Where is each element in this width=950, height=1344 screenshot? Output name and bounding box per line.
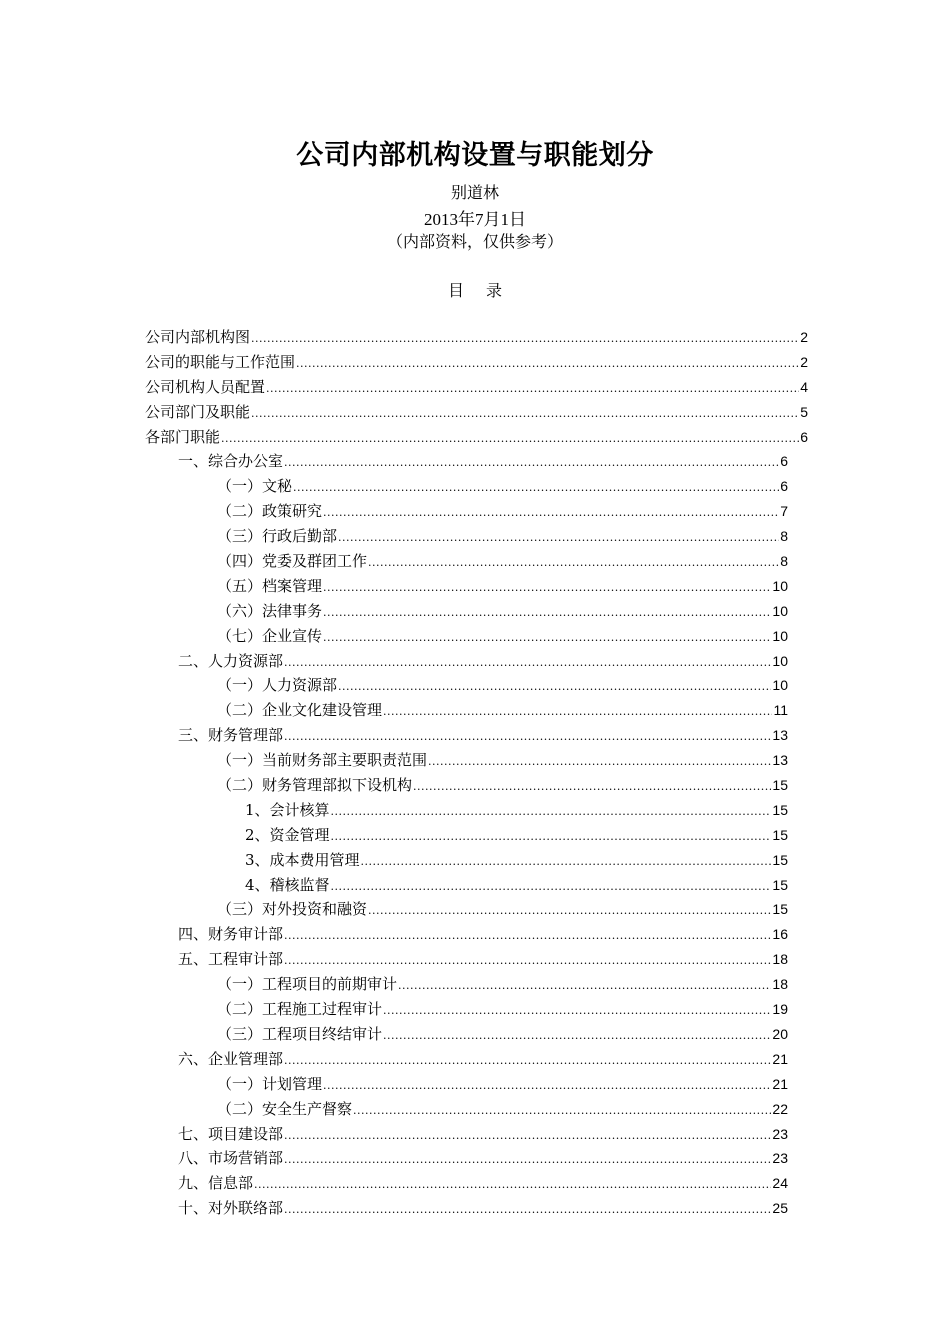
toc-entry[interactable] [145, 400, 808, 425]
toc-entry-label: 1、会计核算 [245, 800, 330, 819]
toc-entry-page: 23 [772, 1125, 788, 1142]
toc-leader-dots [428, 750, 771, 775]
toc-leader-dots [353, 1099, 771, 1124]
toc-leader-dots [368, 551, 779, 576]
toc-heading-char-2: 录 [486, 281, 503, 300]
toc-entry-label: 六、企业管理部 [178, 1049, 284, 1068]
toc-entry-label: 七、项目建设部 [178, 1124, 284, 1143]
toc-leader-dots [398, 974, 771, 999]
toc-entry[interactable] [145, 425, 808, 450]
toc-entry-page: 7 [780, 503, 788, 520]
toc-entry-page: 11 [773, 702, 788, 719]
toc-entry-page: 8 [780, 553, 788, 570]
toc-leader-dots [331, 825, 772, 850]
toc-entry-label: （二）企业文化建设管理 [217, 701, 383, 720]
toc-entry-page: 2 [800, 329, 808, 345]
document-date: 2013年7月1日 [424, 210, 526, 229]
toc-leader-dots [251, 327, 799, 352]
toc-entry[interactable] [145, 624, 788, 649]
toc-entry[interactable] [145, 599, 788, 624]
toc-entry-label: （三）工程项目终结审计 [217, 1024, 383, 1043]
toc-entry-label: 各部门职能 [145, 427, 221, 446]
toc-leader-dots [284, 924, 771, 949]
toc-entry-page: 2 [800, 353, 808, 370]
toc-leader-dots [284, 1124, 771, 1149]
toc-entry[interactable] [145, 325, 808, 350]
toc-leader-dots [323, 576, 771, 601]
toc-leader-dots [296, 352, 799, 377]
toc-entry-page: 6 [800, 428, 808, 445]
toc-entry-page: 10 [772, 652, 788, 669]
toc-entry[interactable] [145, 574, 788, 599]
toc-entry-label: 八、市场营销部 [178, 1149, 284, 1168]
toc-leader-dots [368, 899, 771, 924]
toc-leader-dots [331, 875, 772, 900]
toc-entry-label: 公司的职能与工作范围 [145, 352, 296, 371]
toc-entry-label: 4、稽核监督 [245, 875, 330, 894]
toc-entry-page: 15 [772, 901, 788, 918]
toc-leader-dots [323, 601, 771, 626]
toc-entry-label: （二）政策研究 [217, 502, 323, 521]
toc-entry-label: 二、人力资源部 [178, 651, 284, 670]
toc-entry-page: 23 [772, 1150, 788, 1167]
toc-leader-dots [323, 626, 771, 651]
toc-entry-label: 3、成本费用管理 [245, 850, 360, 869]
toc-entry[interactable] [145, 698, 788, 723]
toc-entry-label: （五）档案管理 [217, 576, 323, 595]
toc-entry-page: 15 [772, 876, 788, 893]
toc-entry-label: （七）企业宣传 [217, 626, 323, 645]
toc-entry[interactable] [145, 1022, 788, 1047]
toc-heading [0, 278, 950, 301]
toc-entry[interactable] [145, 499, 788, 524]
toc-entry[interactable] [145, 350, 808, 375]
toc-entry[interactable] [145, 1171, 788, 1196]
toc-entry-page: 21 [772, 1075, 788, 1092]
toc-leader-dots [338, 526, 779, 551]
toc-entry-label: （六）法律事务 [217, 601, 323, 620]
toc-entry-label: （一）人力资源部 [217, 676, 338, 695]
toc-leader-dots [323, 1074, 771, 1099]
toc-leader-dots [361, 850, 772, 875]
toc-entry-label: （四）党委及群团工作 [217, 552, 368, 571]
toc-entry[interactable] [145, 848, 788, 873]
toc-leader-dots [413, 775, 771, 800]
toc-entry-page: 18 [772, 976, 788, 993]
toc-entry[interactable] [145, 922, 788, 947]
toc-leader-dots [383, 700, 772, 725]
toc-entry-label: （二）工程施工过程审计 [217, 1000, 383, 1019]
toc-entry[interactable] [145, 947, 788, 972]
toc-leader-dots [284, 725, 771, 750]
toc-leader-dots [284, 1198, 771, 1223]
toc-leader-dots [323, 501, 779, 526]
toc-entry-page: 16 [772, 926, 788, 943]
document-author: 别道林 [450, 183, 499, 202]
toc-entry-page: 15 [772, 777, 788, 794]
toc-entry[interactable] [145, 1072, 788, 1097]
toc-entry[interactable] [145, 1122, 788, 1147]
toc-entry-label: （三）对外投资和融资 [217, 900, 368, 919]
toc-entry-label: 五、工程审计部 [178, 950, 284, 969]
table-of-contents [145, 325, 808, 1221]
toc-entry-page: 13 [772, 727, 788, 744]
toc-entry[interactable] [145, 524, 788, 549]
toc-entry-page: 6 [780, 453, 788, 470]
toc-leader-dots [284, 1148, 771, 1173]
toc-entry-page: 15 [772, 801, 788, 818]
toc-leader-dots [284, 949, 771, 974]
toc-entry[interactable] [145, 798, 788, 823]
toc-entry[interactable] [145, 1196, 788, 1221]
toc-entry-page: 21 [772, 1050, 788, 1067]
toc-entry-label: 2、资金管理 [245, 825, 330, 844]
toc-entry-label: （三）行政后勤部 [217, 527, 338, 546]
toc-entry-page: 15 [772, 851, 788, 868]
toc-entry-label: （二）财务管理部拟下设机构 [217, 776, 413, 795]
toc-entry-page: 22 [772, 1100, 788, 1117]
toc-entry[interactable] [145, 649, 788, 674]
toc-entry-page: 4 [800, 378, 808, 395]
toc-entry[interactable] [145, 1097, 788, 1122]
toc-entry-page: 15 [772, 826, 788, 843]
toc-entry-page: 25 [772, 1200, 788, 1217]
toc-entry[interactable] [145, 549, 788, 574]
toc-leader-dots [284, 1049, 771, 1074]
toc-entry-label: 三、财务管理部 [178, 726, 284, 745]
toc-entry-page: 18 [772, 951, 788, 968]
toc-entry[interactable] [145, 673, 788, 698]
toc-leader-dots [293, 476, 779, 501]
toc-entry[interactable] [145, 474, 788, 499]
toc-entry-page: 10 [772, 677, 788, 694]
toc-entry[interactable] [145, 873, 788, 898]
toc-entry-page: 24 [772, 1175, 788, 1192]
toc-entry[interactable] [145, 773, 788, 798]
toc-entry-label: 公司部门及职能 [145, 402, 251, 421]
toc-entry-page: 10 [772, 602, 788, 619]
toc-leader-dots [251, 402, 799, 427]
toc-entry[interactable] [145, 823, 788, 848]
toc-entry-label: （一）当前财务部主要职责范围 [217, 751, 428, 770]
toc-entry-label: 公司机构人员配置 [145, 377, 266, 396]
toc-entry-label: （一）计划管理 [217, 1074, 323, 1093]
toc-entry[interactable] [145, 997, 788, 1022]
toc-leader-dots [383, 999, 771, 1024]
toc-entry-label: 公司内部机构图 [145, 328, 251, 346]
toc-entry[interactable] [145, 1047, 788, 1072]
toc-leader-dots [284, 651, 771, 676]
toc-leader-dots [221, 427, 799, 452]
toc-entry-label: （二）安全生产督察 [217, 1099, 353, 1118]
toc-entry-page: 10 [772, 627, 788, 644]
toc-entry-page: 6 [780, 478, 788, 495]
toc-entry[interactable] [145, 748, 788, 773]
toc-entry[interactable] [145, 1146, 788, 1171]
toc-leader-dots [284, 451, 779, 476]
toc-leader-dots [383, 1024, 771, 1049]
toc-entry[interactable] [145, 972, 788, 997]
toc-leader-dots [331, 800, 772, 825]
document-note: （内部资料，仅供参考） [386, 232, 563, 251]
toc-entry-label: 九、信息部 [178, 1174, 254, 1193]
toc-entry-label: 十、对外联络部 [178, 1199, 284, 1218]
toc-entry-page: 20 [772, 1025, 788, 1042]
toc-entry-label: （一）文秘 [217, 477, 293, 496]
toc-entry[interactable] [145, 375, 808, 400]
toc-entry[interactable] [145, 897, 788, 922]
toc-leader-dots [338, 675, 771, 700]
toc-entry-page: 8 [780, 528, 788, 545]
toc-entry-label: 四、财务审计部 [178, 925, 284, 944]
document-title: 公司内部机构设置与职能划分 [296, 140, 654, 171]
toc-leader-dots [254, 1173, 771, 1198]
toc-entry-page: 5 [800, 403, 808, 420]
toc-entry-label: 一、综合办公室 [178, 452, 284, 471]
toc-entry-page: 19 [772, 1001, 788, 1018]
toc-heading-char-1: 目 [447, 281, 464, 300]
toc-entry[interactable] [145, 449, 788, 474]
toc-entry-label: （一）工程项目的前期审计 [217, 975, 398, 994]
toc-entry-page: 13 [772, 752, 788, 769]
toc-entry[interactable] [145, 723, 788, 748]
toc-entry-page: 10 [772, 577, 788, 594]
toc-leader-dots [266, 377, 799, 402]
